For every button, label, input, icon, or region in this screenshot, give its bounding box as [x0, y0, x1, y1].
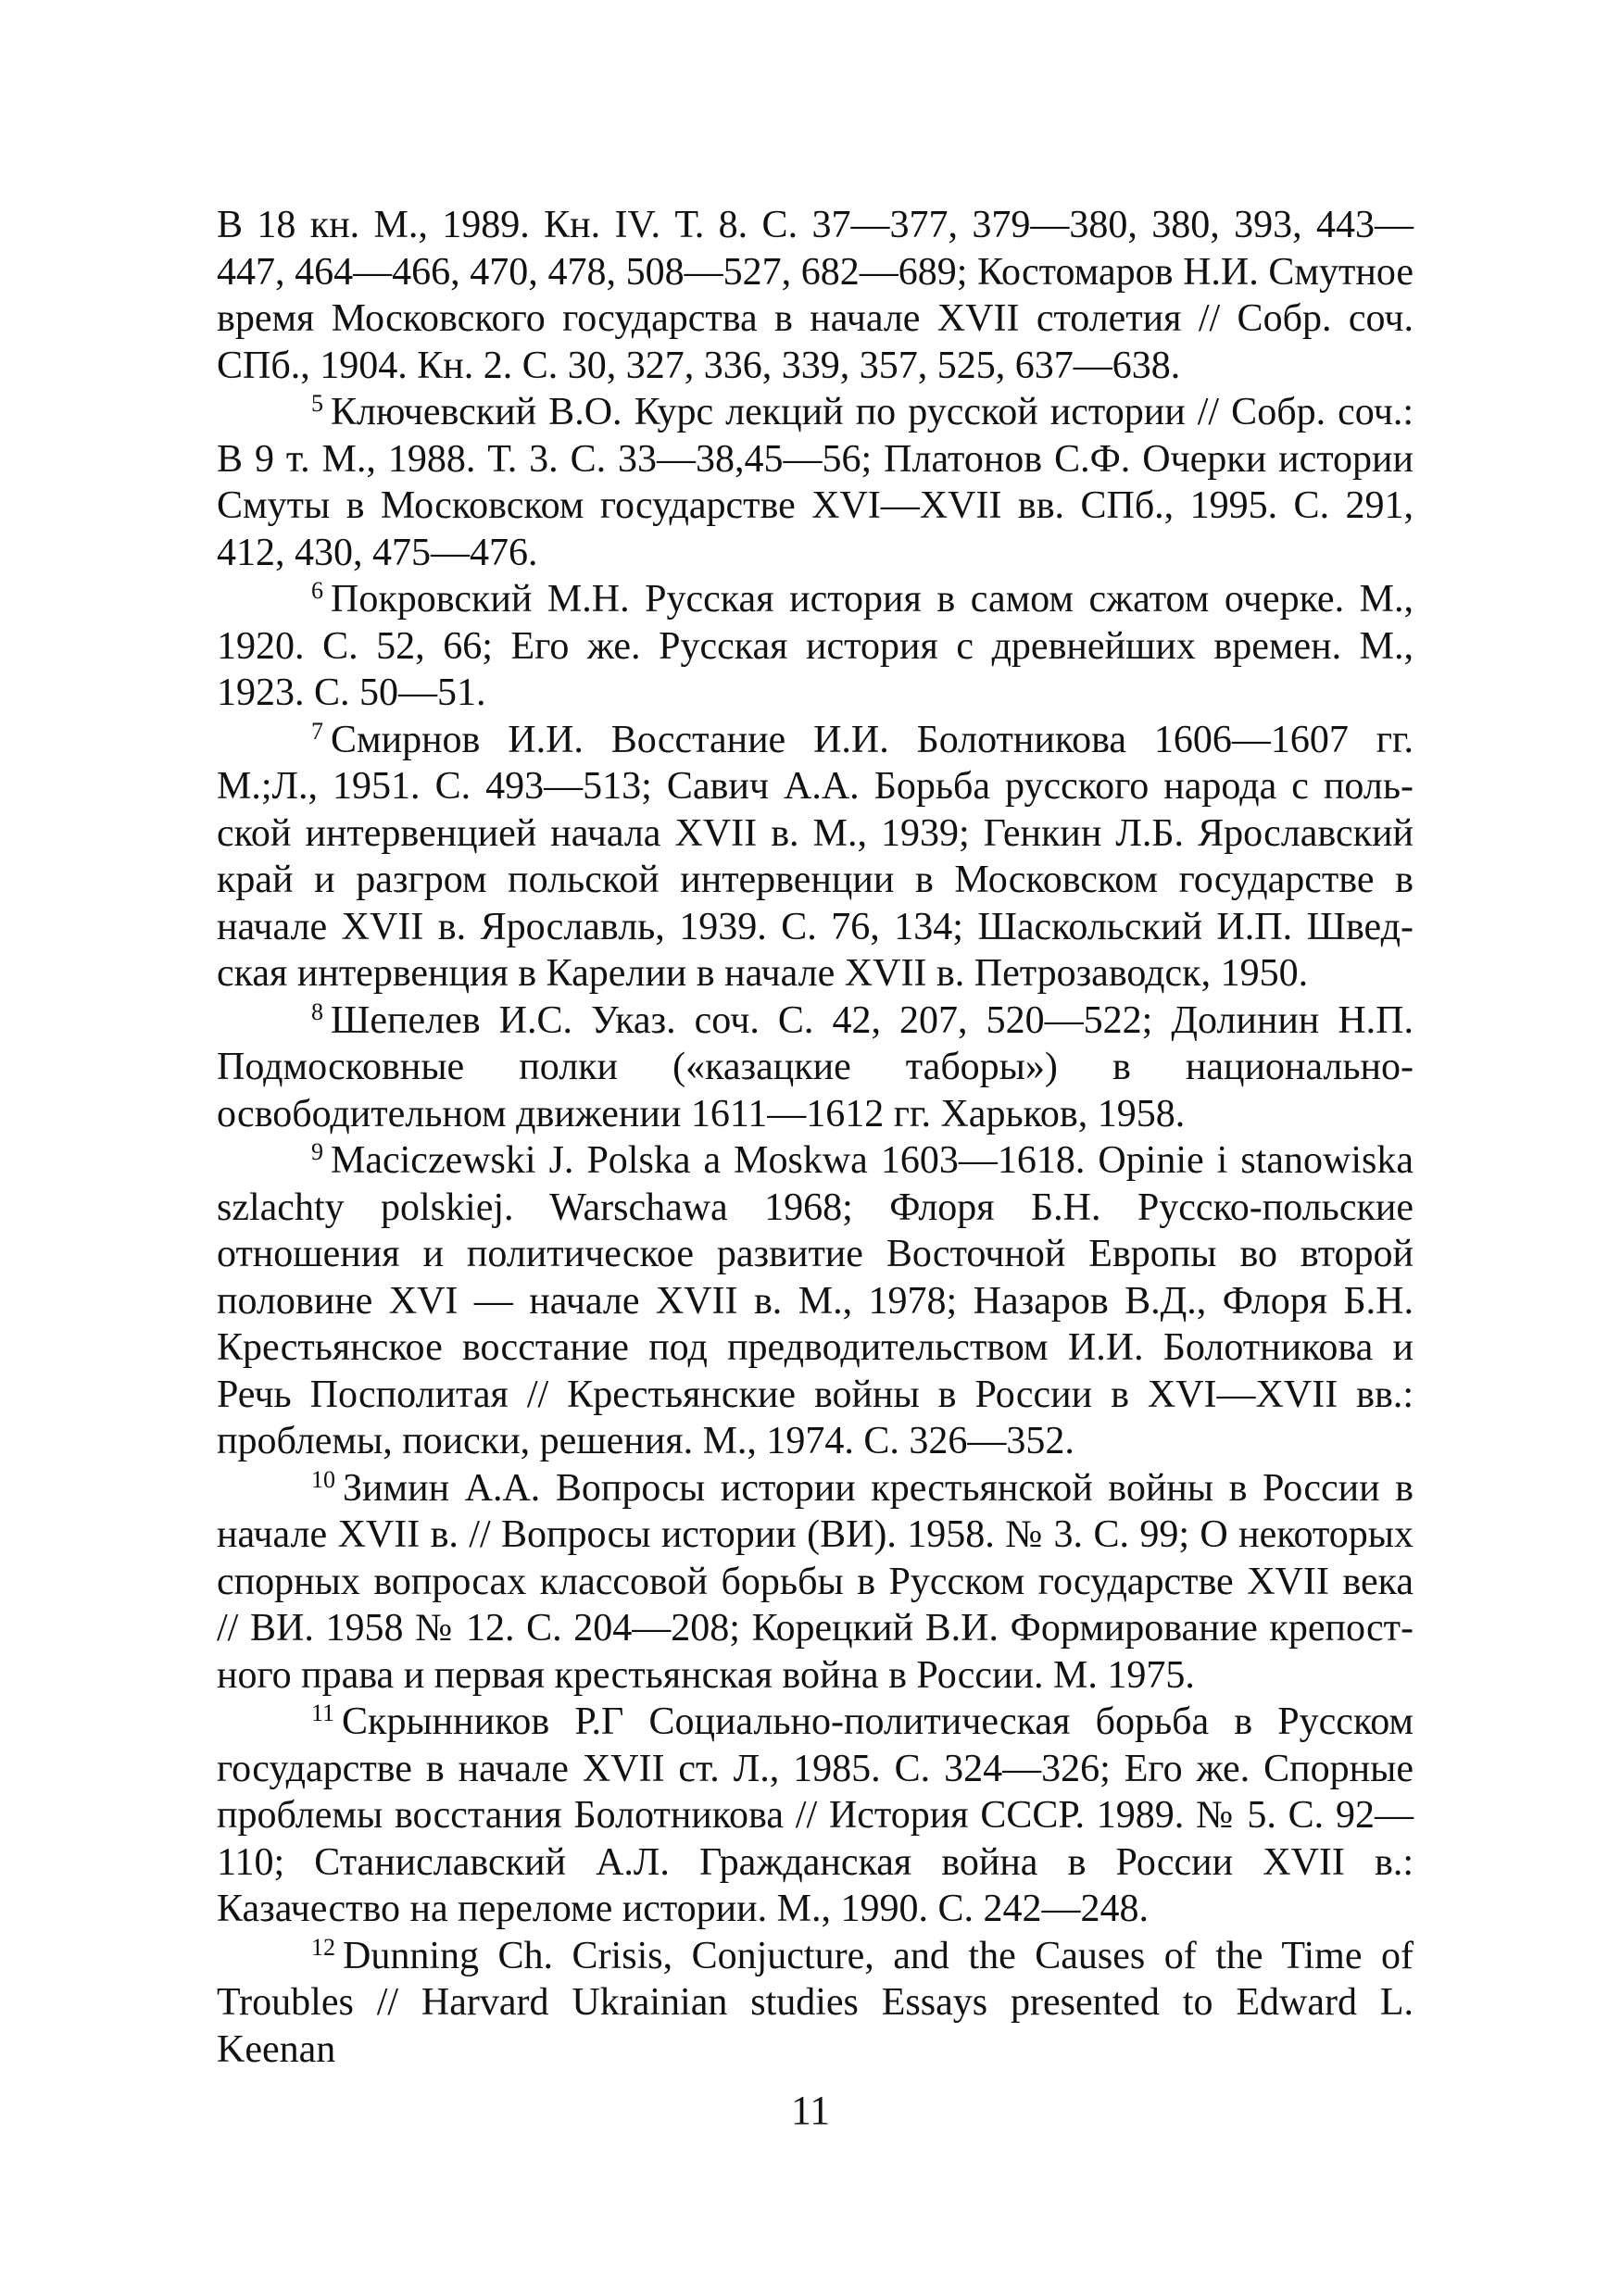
footnote-text: Зимин А.А. Вопросы истории крестьянской войны в России в начале XVII в. // Вопросы истории (ВИ). 1958. № 3. С. 99; О некоторых спорных вопросах классовой борьбы в Русском государстве XVII века // ВИ. 1958 № 12. С. 204—208; Корецкий В.И. Формирование крепостного права и первая крестьянская война в России. М. 1975.	[217, 1466, 1414, 1697]
footnote-text: Смирнов И.И. Восстание И.И. Болотникова 1606—1607 гг. М.;Л., 1951. С. 493—513; Савич А.А. Борьба русского народа с польской интервенцией начала XVII в. М., 1939; Генкин Л.Б. Ярославский край и разгром польской интервенции в Московском государстве в начале XVII в. Ярославль, 1939. С. 76, 134; Шаскольский И.П. Шведская интервенция в Карелии в начале XVII в. Петрозаводск, 1950.	[217, 718, 1414, 995]
footnote-text: Dunning Ch. Crisis, Conjucture, and the Causes of the Time of Troubles // Harvard Ukrainian studies Essays presented to Edward L. Keenan	[217, 1934, 1414, 2071]
footnote-number: 7	[311, 717, 323, 745]
footnote-text: Maciczewski J. Polska a Moskwa 1603—1618. Opinie i stanowiska szlachty polskiej. Warschawa 1968; Флоря Б.Н. Русско-польские отношения и политическое развитие Восточной Европы во второй половине XVI — начале XVII в. М., 1978; Назаров В.Д., Флоря Б.Н. Крестьянское восстание под предводительством И.И. Болотникова и Речь Посполитая // Крестьянские войны в России в XVI—XVII вв.: проблемы, поиски, решения. М., 1974. С. 326—352.	[217, 1139, 1414, 1462]
page-number: 11	[790, 2088, 831, 2133]
footnote-6	[217, 576, 1414, 717]
footnote-10	[217, 1465, 1414, 1700]
footnote-11	[217, 1699, 1414, 1933]
footnote-text: Покровский М.Н. Русская история в самом сжатом очерке. М., 1920. С. 52, 66; Его же. Русская история с древнейших времен. М., 1923. С. 50—51.	[217, 578, 1414, 714]
footnote-9	[217, 1137, 1414, 1465]
footnote-number: 9	[311, 1138, 323, 1165]
footnote-number: 11	[311, 1700, 335, 1726]
footnote-5	[217, 389, 1414, 576]
footnote-continuation	[217, 202, 1414, 389]
footnote-text: Скрынников Р.Г Социально-политическая борьба в Русском государстве в начале XVII ст. Л., 1985. С. 324—326; Его же. Спорные проблемы восстания Болотникова // История СССР. 1989. № 5. С. 92—110; Станиславский А.Л. Гражданская война в России XVII в.: Казачество на переломе истории. М., 1990. С. 242—248.	[217, 1700, 1414, 1930]
footnote-number: 6	[311, 577, 323, 604]
footnote-number: 5	[311, 390, 323, 417]
footnote-number: 12	[311, 1933, 335, 1961]
footnote-12	[217, 1933, 1414, 2074]
footnote-8	[217, 997, 1414, 1138]
footnote-7	[217, 717, 1414, 997]
footnote-number: 10	[311, 1465, 335, 1493]
footnotes-block	[217, 202, 1414, 2073]
footnote-text: Шепелев И.С. Указ. соч. С. 42, 207, 520—522; Долинин Н.П. Подмосковные полки («казацкие таборы») в национально-освободительном движении 1611—1612 гг. Харьков, 1958.	[217, 998, 1414, 1135]
footnote-text: В 18 кн. М., 1989. Кн. IV. Т. 8. С. 37—377, 379—380, 380, 393, 443—447, 464—466, 470, 478, 508—527, 682—689; Костомаров Н.И. Смутное время Московского государства в начале XVII столетия // Собр. соч. СПб., 1904. Кн. 2. С. 30, 327, 336, 339, 357, 525, 637—638.	[217, 204, 1414, 387]
footnote-number: 8	[311, 997, 323, 1025]
footnote-text: Ключевский В.О. Курс лекций по русской истории // Собр. соч.: В 9 т. М., 1988. Т. 3. С. 33—38,45—56; Платонов С.Ф. Очерки истории Смуты в Московском государстве XVI—XVII вв. СПб., 1995. С. 291, 412, 430, 475—476.	[217, 391, 1414, 574]
